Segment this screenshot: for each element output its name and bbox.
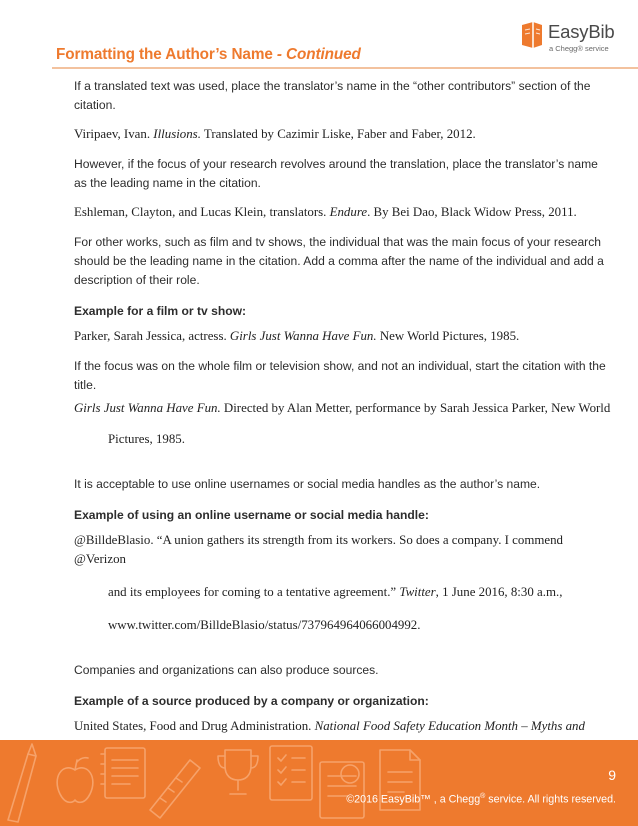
- checklist-icon: [270, 746, 312, 800]
- citation-part: . By Bei Dao, Black Widow Press, 2011.: [367, 205, 577, 219]
- citation-translators: [74, 203, 614, 222]
- citation-title: Illusions.: [153, 127, 201, 141]
- copyright-text-b: service. All rights reserved.: [485, 793, 616, 806]
- paragraph-whole-show: If the focus was on the whole film or television show, and not an individual, start the citation with the title.: [74, 359, 606, 392]
- citation-social-line3: www.twitter.com/BilldeBlasio/status/737964964066004992.: [108, 618, 421, 632]
- page-title-main: Formatting the Author’s Name: [56, 46, 273, 63]
- citation-part: New World Pictures, 1985.: [376, 329, 520, 343]
- citation-part: Directed by Alan Metter, performance by Sarah Jessica Parker, New World: [220, 401, 611, 415]
- brand-name: EasyBib: [548, 21, 615, 42]
- page-content: [74, 77, 614, 788]
- citation-title: Girls Just Wanna Have Fun.: [74, 401, 221, 415]
- citation-social-line2: [74, 583, 614, 602]
- heading-company-example: Example of a source produced by a company or organization:: [74, 694, 429, 708]
- page-number: 9: [608, 767, 616, 783]
- copyright-notice: [346, 793, 616, 806]
- paragraph-translator: If a translated text was used, place the translator’s name in the “other contributors” section of the citation.: [74, 79, 591, 112]
- trophy-icon: [218, 750, 258, 794]
- citation-part: United States, Food and Drug Administration.: [74, 719, 315, 733]
- citation-title: National Food Safety Education Month – Myths and: [314, 719, 585, 733]
- citation-part: Translated by Cazimir Liske, Faber and Faber, 2012.: [200, 127, 476, 141]
- citation-title: Twitter: [399, 585, 436, 599]
- citation-part: Viripaev, Ivan.: [74, 127, 154, 141]
- citation-title: Endure: [329, 205, 368, 219]
- citation-show-line2: Pictures, 1985.: [108, 432, 185, 446]
- page-title: [56, 46, 361, 64]
- citation-part: Eshleman, Clayton, and Lucas Klein, translators.: [74, 205, 330, 219]
- citation-show-line1: [74, 399, 614, 418]
- paragraph-companies: Companies and organizations can also produce sources.: [74, 663, 379, 677]
- heading-film-example: Example for a film or tv show:: [74, 304, 247, 318]
- page-title-suffix: - Continued: [272, 46, 361, 63]
- paragraph-film-tv: For other works, such as film and tv shows, the individual that was the main focus of your research should be the leading name in the citation. Add a comma after the name of the individual and add a description of their role.: [74, 235, 604, 287]
- footer-doodles: [0, 740, 440, 826]
- pencil-icon: [8, 744, 36, 822]
- citation-title: Girls Just Wanna Have Fun.: [229, 329, 377, 343]
- registered-mark: ®: [480, 793, 486, 800]
- ruler-icon: [150, 760, 200, 818]
- citation-part: Parker, Sarah Jessica, actress.: [74, 329, 230, 343]
- header-divider: [52, 67, 638, 69]
- paragraph-usernames: It is acceptable to use online usernames or social media handles as the author’s name.: [74, 477, 541, 491]
- notebook-icon: [101, 748, 145, 798]
- citation-translated-text: [74, 125, 614, 144]
- easybib-logo: [520, 20, 630, 60]
- grade-paper-icon: [320, 762, 364, 818]
- citation-film: [74, 327, 614, 346]
- apple-icon: [57, 758, 93, 803]
- copyright-text-a: ©2016 EasyBib™ , a Chegg: [346, 793, 481, 806]
- footer-band: [0, 740, 638, 826]
- citation-part: and its employees for coming to a tentative agreement.”: [108, 585, 400, 599]
- brand-subtitle: a Chegg® service: [549, 44, 609, 53]
- paragraph-translation-focus: However, if the focus of your research revolves around the translation, place the translator’s name as the leading name in the citation.: [74, 157, 598, 190]
- citation-part: , 1 June 2016, 8:30 a.m.,: [435, 585, 563, 599]
- heading-social-example: Example of using an online username or social media handle:: [74, 508, 429, 522]
- citation-social-line1: @BilldeBlasio. “A union gathers its strength from its workers. So does a company. I commend @Verizon: [74, 533, 563, 566]
- book-icon: [520, 22, 544, 52]
